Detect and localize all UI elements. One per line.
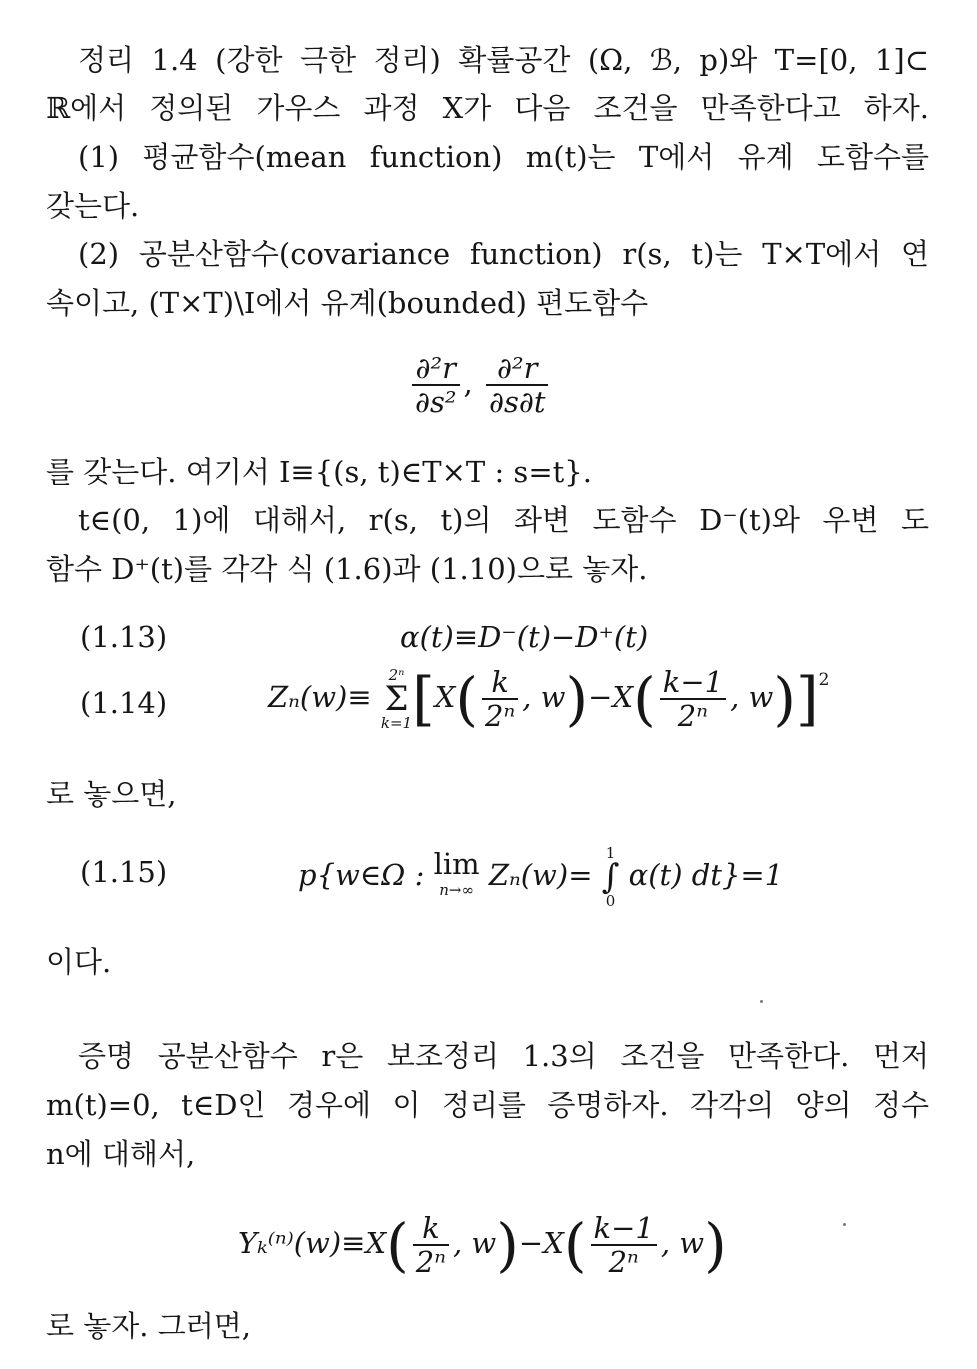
w-arg: , w: [660, 1226, 705, 1260]
scan-speck: [760, 1000, 763, 1003]
minus: −: [518, 1226, 544, 1260]
condition-1-line-2: 갖는다.: [46, 189, 140, 223]
eq-lhs: Zₙ(w)≡: [268, 680, 372, 714]
integral-symbol: ∫: [601, 857, 620, 897]
proof-line-3: n에 대해서,: [46, 1137, 196, 1171]
lim-word: lim: [433, 847, 480, 881]
w-arg: , w: [522, 680, 566, 714]
minus: −: [588, 680, 613, 714]
fraction-k-minus-1: [660, 666, 726, 732]
limit: [433, 847, 480, 903]
summation: [381, 666, 412, 732]
x-symbol: X: [365, 1226, 387, 1260]
lim-subscript: n→∞: [439, 881, 474, 899]
equation-number-1-13: (1.13): [80, 620, 168, 654]
eq-rhs: α(t) dt}=1: [628, 858, 784, 892]
equation-1-15: [298, 844, 783, 910]
int-lower: 0: [605, 892, 616, 910]
condition-2-line-2: 속이고, (T×T)\I에서 유계(bounded) 편도함수: [46, 286, 649, 320]
is-line: 이다.: [46, 945, 112, 979]
frac-denominator: 2ⁿ: [608, 1245, 639, 1279]
equation-1-13: α(t)≡D⁻(t)−D⁺(t): [400, 620, 649, 654]
final-line: 로 놓자. 그러면,: [46, 1309, 251, 1343]
sum-upper: 2ⁿ: [388, 666, 405, 684]
integral: [602, 844, 620, 910]
theorem-line-2: ℝ에서 정의된 가우스 과정 X가 다음 조건을 만족한다고 하자.: [46, 91, 929, 125]
frac-denominator: ∂s²: [415, 385, 457, 419]
scan-speck: [843, 1223, 846, 1226]
fraction-d2r-dsdt: [486, 352, 549, 418]
proof-line-2: m(t)=0, t∈D인 경우에 이 정리를 증명하자. 각각의 양의 정수: [46, 1088, 929, 1122]
condition-2-line-1: (2) 공분산함수(covariance function) r(s, t)는 T×T에서 연: [78, 237, 929, 271]
frac-numerator: k: [482, 666, 518, 700]
frac-numerator: k−1: [591, 1212, 657, 1246]
then-line: 로 놓으면,: [46, 777, 177, 811]
fraction-d2r-ds2: [412, 352, 460, 418]
x-symbol: X: [434, 680, 456, 714]
x-symbol: X: [612, 680, 634, 714]
x-symbol: X: [543, 1226, 564, 1260]
frac-numerator: ∂²r: [486, 352, 549, 386]
sum-lower: k=1: [380, 714, 413, 732]
frac-denominator: ∂s∂t: [488, 385, 546, 419]
fraction-k: [413, 1212, 449, 1278]
frac-denominator: 2ⁿ: [415, 1245, 446, 1279]
equation-1-14: Zₙ(w)≡ 2ⁿ Σ k=1 [X( $\frac{k}{\text{2ⁿ}}$ , w)−X( $\frac{k-1}{\text{2ⁿ}}$ , w)]$^2$: [268, 665, 830, 733]
eq-mid: Zₙ(w)=: [488, 858, 593, 892]
eq-lhs: p{w∈Ω :: [298, 858, 425, 892]
w-arg: , w: [453, 1226, 497, 1260]
theorem-line-1: 정리 1.4 (강한 극한 정리) 확률공간 (Ω, ℬ, p)와 T=[0, 1]⊂: [78, 43, 929, 77]
sigma-symbol: Σ: [384, 679, 409, 719]
frac-denominator: 2ⁿ: [485, 699, 516, 733]
equation-number-1-15: (1.15): [80, 855, 168, 889]
eq-lhs: Yₖ⁽ⁿ⁾(w)≡: [238, 1226, 366, 1260]
frac-denominator: 2ⁿ: [677, 699, 709, 733]
exponent: 2: [818, 670, 830, 690]
equation-number-1-14: (1.14): [80, 686, 168, 720]
partial-derivatives: $\frac{\text{∂²r}}{\text{∂s²}}$ , $\frac{\text{∂²r}}{\partial s\partial t}$: [408, 352, 552, 418]
derivative-line-1: t∈(0, 1)에 대해서, r(s, t)의 좌변 도함수 D⁻(t)와 우변 도: [78, 503, 929, 537]
frac-numerator: ∂²r: [412, 352, 460, 386]
equation-y: Yₖ⁽ⁿ⁾(w)≡X( $\frac{k}{\text{2ⁿ}}$ , w)−X( $\frac{k-1}{\text{2ⁿ}}$ , w): [238, 1211, 727, 1279]
fraction-k-minus-1: [591, 1212, 657, 1278]
frac-numerator: k−1: [660, 666, 726, 700]
condition-1-line-1: (1) 평균함수(mean function) m(t)는 T에서 유계 도함수를: [78, 140, 929, 174]
definition-line: 를 갖는다. 여기서 I≡{(s, t)∈T×T : s=t}.: [46, 455, 592, 489]
proof-line-1: 증명 공분산함수 r은 보조정리 1.3의 조건을 만족한다. 먼저: [78, 1039, 929, 1073]
int-upper: 1: [605, 844, 616, 862]
derivative-line-2: 함수 D⁺(t)를 각각 식 (1.6)과 (1.10)으로 놓자.: [46, 552, 648, 586]
w-arg: , w: [730, 680, 774, 714]
fraction-k: [482, 666, 518, 732]
frac-numerator: k: [413, 1212, 449, 1246]
